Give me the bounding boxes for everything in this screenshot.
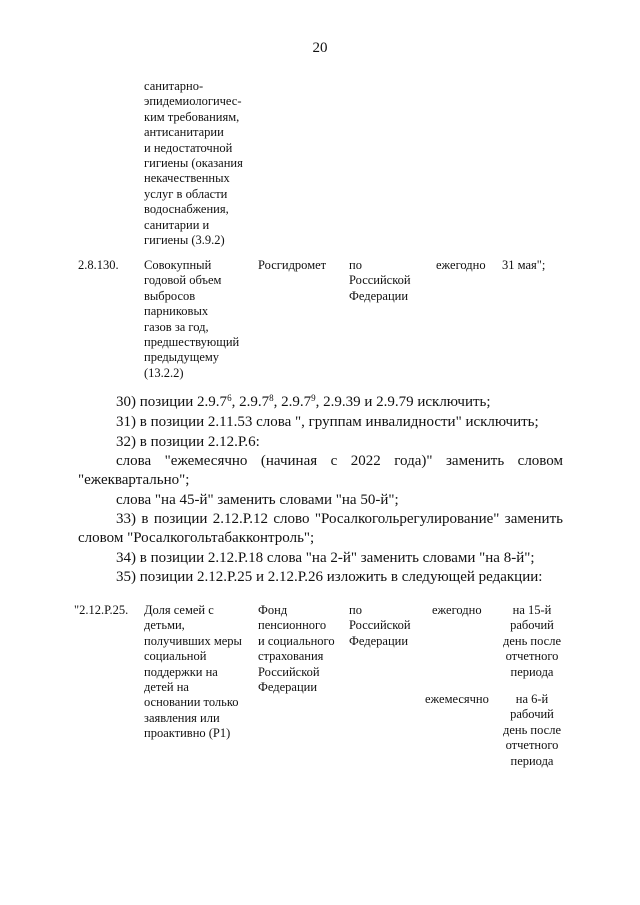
paragraph-33-line-1: 33) в позиции 2.12.Р.12 слово "Росалкогольрегулирование" заменить	[116, 511, 563, 527]
paragraph-32-line-2: "ежеквартально";	[78, 472, 190, 488]
deadline-annual: на 15-й рабочий день после отчетного периода	[502, 603, 561, 679]
scope-cell: по Российской Федерации	[349, 603, 411, 648]
paragraph-32-line-1: слова "ежемесячно (начиная с 2022 года)" заменить словом	[116, 453, 563, 469]
responsible-agency: Росгидромет	[258, 258, 327, 272]
paragraph-35: 35) позиции 2.12.Р.25 и 2.12.Р.26 изложить в следующей редакции:	[116, 569, 543, 585]
paragraph-32: 32) в позиции 2.12.Р.6:	[116, 434, 260, 450]
scope-cell: по Российской Федерации	[349, 258, 411, 303]
continued-description-cell: санитарно- эпидемиологичес- ким требованиям, антисанитарии и недостаточной гигиены (оказания некачественных услуг в области водоснабжения, санитарии и гигиены (3.9.2)	[144, 79, 243, 248]
paragraph-32-line-3: слова "на 45-й" заменить словами "на 50-й";	[116, 492, 399, 508]
paragraph-30: 30) позиции 2.9.7$^6$, 2.9.7$^8$, 2.9.7$^9$, 2.9.39 и 2.9.79 исключить;	[116, 393, 491, 410]
deadline-cell: 31 мая";	[502, 258, 546, 272]
row-number: "2.12.Р.25.	[74, 603, 129, 617]
page-number: 20	[312, 40, 328, 56]
deadline-monthly: на 6-й рабочий день после отчетного периода	[502, 692, 561, 768]
row-number: 2.8.130.	[78, 258, 119, 272]
frequency-cell: ежегодно	[436, 258, 486, 272]
paragraph-34: 34) в позиции 2.12.Р.18 слова "на 2-й" заменить словами "на 8-й";	[116, 550, 535, 566]
paragraph-31: 31) в позиции 2.11.53 слова ", группам инвалидности" исключить;	[116, 414, 539, 430]
indicator-description: Совокупный годовой объем выбросов парниковых газов за год, предшествующий предыдущему (13.2.2)	[144, 258, 240, 380]
responsible-agency: Фонд пенсионного и социального страхования Российской Федерации	[258, 603, 335, 695]
paragraph-33-line-2: словом "Росалкогольтабакконтроль";	[78, 530, 315, 546]
indicator-description: Доля семей с детьми, получивших меры социальной поддержки на детей на основании только заявления или проактивно (Р1)	[144, 603, 242, 741]
frequency-monthly: ежемесячно	[425, 692, 489, 706]
frequency-annual: ежегодно	[432, 603, 482, 617]
